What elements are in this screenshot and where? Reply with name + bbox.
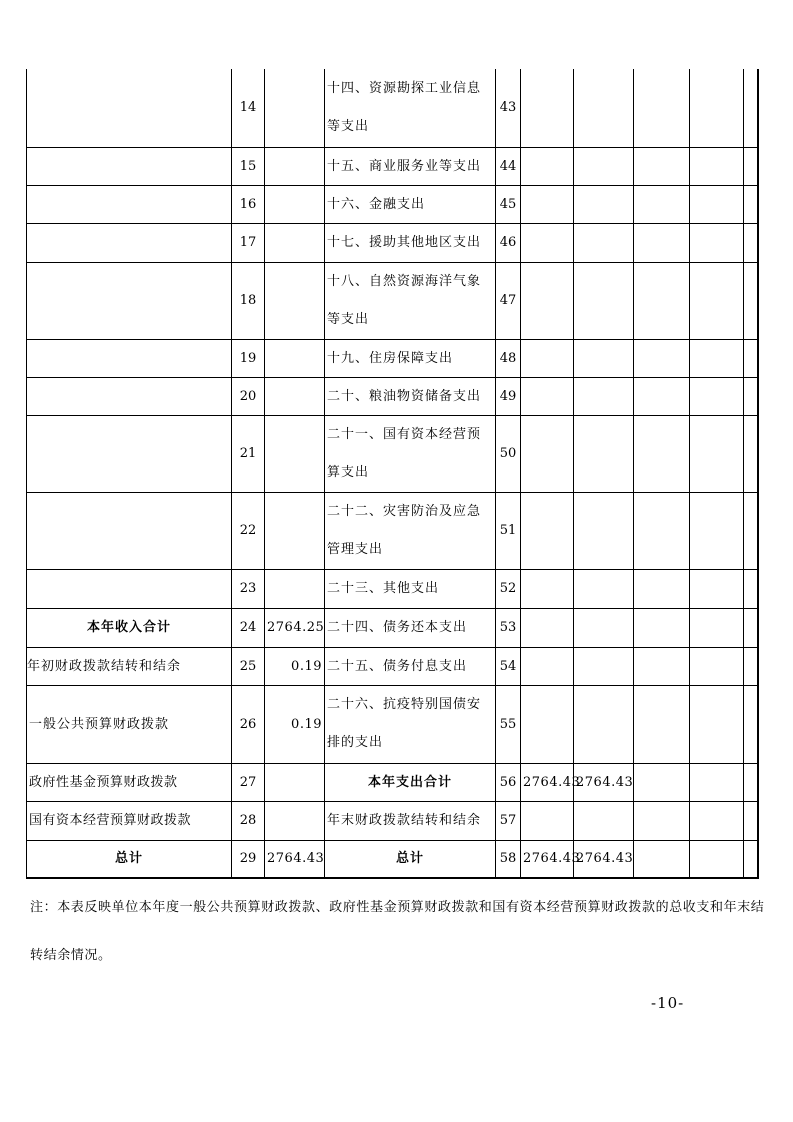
expense-fund-budget-cell — [634, 147, 690, 185]
expense-general-budget-cell — [574, 185, 634, 223]
expense-fund-budget-cell — [634, 415, 690, 492]
expense-line-no-cell: 58 — [496, 840, 521, 878]
expense-general-budget-cell: 2764.43 — [574, 763, 634, 801]
income-line-no-cell: 25 — [232, 647, 265, 685]
expense-total-cell — [521, 147, 574, 185]
income-line-no-cell: 17 — [232, 223, 265, 262]
expense-extra-cell — [744, 492, 758, 569]
income-line-no-cell: 20 — [232, 377, 265, 415]
expense-total-cell — [521, 262, 574, 339]
expense-line-no-cell: 43 — [496, 69, 521, 147]
expense-extra-cell — [744, 223, 758, 262]
income-line-no-cell: 27 — [232, 763, 265, 801]
income-item-cell: 政府性基金预算财政拨款 — [27, 763, 232, 801]
expense-line-no-cell: 49 — [496, 377, 521, 415]
expense-total-cell — [521, 339, 574, 377]
expense-item-cell: 二十一、国有资本经营预算支出 — [325, 415, 496, 492]
expense-line-no-cell: 48 — [496, 339, 521, 377]
income-amount-cell — [265, 763, 325, 801]
expense-general-budget-cell — [574, 69, 634, 147]
income-item-cell: 国有资本经营预算财政拨款 — [27, 801, 232, 840]
expense-line-no-cell: 55 — [496, 685, 521, 763]
income-amount-cell — [265, 147, 325, 185]
expense-general-budget-cell — [574, 569, 634, 608]
expense-line-no-cell: 53 — [496, 608, 521, 647]
expense-fund-budget-cell — [634, 608, 690, 647]
expense-line-no-cell: 56 — [496, 763, 521, 801]
expense-total-cell — [521, 185, 574, 223]
expense-total-cell — [521, 415, 574, 492]
expense-extra-cell — [744, 763, 758, 801]
table-row — [27, 685, 758, 763]
expense-extra-cell — [744, 569, 758, 608]
table-row — [27, 262, 758, 339]
income-item-cell — [27, 147, 232, 185]
expense-item-cell: 二十六、抗疫特别国债安排的支出 — [325, 685, 496, 763]
expense-general-budget-cell — [574, 223, 634, 262]
expense-general-budget-cell — [574, 801, 634, 840]
table-row — [27, 339, 758, 377]
expense-capital-budget-cell — [690, 223, 744, 262]
income-amount-cell — [265, 185, 325, 223]
expense-total-cell — [521, 569, 574, 608]
expense-fund-budget-cell — [634, 377, 690, 415]
income-amount-cell — [265, 377, 325, 415]
table-row — [27, 415, 758, 492]
expense-fund-budget-cell — [634, 647, 690, 685]
expense-item-cell: 十六、金融支出 — [325, 185, 496, 223]
income-item-cell — [27, 415, 232, 492]
expense-general-budget-cell — [574, 339, 634, 377]
expense-general-budget-cell — [574, 377, 634, 415]
expense-capital-budget-cell — [690, 685, 744, 763]
expense-capital-budget-cell — [690, 801, 744, 840]
expense-general-budget-cell: 2764.43 — [574, 840, 634, 878]
income-item-cell: 总计 — [27, 840, 232, 878]
table-footnote: 注：本表反映单位本年度一般公共预算财政拨款、政府性基金预算财政拨款和国有资本经营预算财政拨款的总收支和年末结转结余情况。 — [30, 900, 765, 963]
table-row — [27, 608, 758, 647]
expense-extra-cell — [744, 801, 758, 840]
expense-extra-cell — [744, 647, 758, 685]
expense-line-no-cell: 57 — [496, 801, 521, 840]
expense-extra-cell — [744, 415, 758, 492]
income-amount-cell — [265, 339, 325, 377]
expense-capital-budget-cell — [690, 763, 744, 801]
income-item-cell — [27, 223, 232, 262]
expense-capital-budget-cell — [690, 647, 744, 685]
expense-line-no-cell: 51 — [496, 492, 521, 569]
expense-fund-budget-cell — [634, 69, 690, 147]
expense-general-budget-cell — [574, 608, 634, 647]
expense-capital-budget-cell — [690, 339, 744, 377]
income-amount-cell: 0.19 — [265, 647, 325, 685]
expense-fund-budget-cell — [634, 492, 690, 569]
expense-item-cell: 二十、粮油物资储备支出 — [325, 377, 496, 415]
income-item-cell: 一般公共预算财政拨款 — [27, 685, 232, 763]
income-line-no-cell: 19 — [232, 339, 265, 377]
expense-total-cell — [521, 69, 574, 147]
expense-capital-budget-cell — [690, 415, 744, 492]
budget-table — [26, 69, 759, 879]
income-item-cell — [27, 569, 232, 608]
expense-item-cell: 十八、自然资源海洋气象等支出 — [325, 262, 496, 339]
income-amount-cell: 2764.43 — [265, 840, 325, 878]
expense-extra-cell — [744, 262, 758, 339]
expense-fund-budget-cell — [634, 763, 690, 801]
expense-fund-budget-cell — [634, 801, 690, 840]
table-row — [27, 185, 758, 223]
income-line-no-cell: 16 — [232, 185, 265, 223]
expense-item-cell: 本年支出合计 — [325, 763, 496, 801]
income-amount-cell — [265, 492, 325, 569]
income-item-cell — [27, 339, 232, 377]
expense-capital-budget-cell — [690, 185, 744, 223]
table-row — [27, 647, 758, 685]
expense-total-cell — [521, 801, 574, 840]
income-line-no-cell: 26 — [232, 685, 265, 763]
expense-capital-budget-cell — [690, 262, 744, 339]
income-item-cell — [27, 185, 232, 223]
expense-total-cell: 2764.43 — [521, 763, 574, 801]
expense-total-cell — [521, 608, 574, 647]
expense-general-budget-cell — [574, 647, 634, 685]
income-line-no-cell: 28 — [232, 801, 265, 840]
expense-line-no-cell: 44 — [496, 147, 521, 185]
expense-extra-cell — [744, 685, 758, 763]
expense-item-cell: 二十四、债务还本支出 — [325, 608, 496, 647]
expense-line-no-cell: 54 — [496, 647, 521, 685]
income-amount-cell: 0.19 — [265, 685, 325, 763]
table-row — [27, 801, 758, 840]
expense-fund-budget-cell — [634, 685, 690, 763]
expense-total-cell: 2764.43 — [521, 840, 574, 878]
income-item-cell — [27, 377, 232, 415]
income-amount-cell — [265, 262, 325, 339]
income-item-cell — [27, 69, 232, 147]
expense-capital-budget-cell — [690, 569, 744, 608]
expense-capital-budget-cell — [690, 608, 744, 647]
expense-fund-budget-cell — [634, 185, 690, 223]
table-row — [27, 69, 758, 147]
expense-extra-cell — [744, 69, 758, 147]
expense-fund-budget-cell — [634, 262, 690, 339]
income-line-no-cell: 14 — [232, 69, 265, 147]
expense-item-cell: 二十二、灾害防治及应急管理支出 — [325, 492, 496, 569]
expense-total-cell — [521, 647, 574, 685]
expense-general-budget-cell — [574, 262, 634, 339]
income-amount-cell — [265, 69, 325, 147]
income-line-no-cell: 23 — [232, 569, 265, 608]
expense-item-cell: 十九、住房保障支出 — [325, 339, 496, 377]
income-amount-cell: 2764.25 — [265, 608, 325, 647]
expense-extra-cell — [744, 147, 758, 185]
expense-general-budget-cell — [574, 492, 634, 569]
income-line-no-cell: 29 — [232, 840, 265, 878]
income-item-cell: 年初财政拨款结转和结余 — [27, 647, 232, 685]
table-row — [27, 840, 758, 878]
income-line-no-cell: 24 — [232, 608, 265, 647]
expense-general-budget-cell — [574, 415, 634, 492]
table-row — [27, 763, 758, 801]
expense-item-cell: 十五、商业服务业等支出 — [325, 147, 496, 185]
expense-fund-budget-cell — [634, 569, 690, 608]
expense-item-cell: 十七、援助其他地区支出 — [325, 223, 496, 262]
table-body — [27, 69, 758, 878]
expense-total-cell — [521, 685, 574, 763]
expense-fund-budget-cell — [634, 840, 690, 878]
expense-item-cell: 年末财政拨款结转和结余 — [325, 801, 496, 840]
expense-capital-budget-cell — [690, 147, 744, 185]
income-amount-cell — [265, 415, 325, 492]
income-line-no-cell: 22 — [232, 492, 265, 569]
expense-extra-cell — [744, 185, 758, 223]
expense-capital-budget-cell — [690, 840, 744, 878]
expense-fund-budget-cell — [634, 339, 690, 377]
expense-item-cell: 二十五、债务付息支出 — [325, 647, 496, 685]
expense-total-cell — [521, 377, 574, 415]
page-number: -10- — [651, 994, 685, 1012]
income-line-no-cell: 21 — [232, 415, 265, 492]
income-line-no-cell: 18 — [232, 262, 265, 339]
table-row — [27, 569, 758, 608]
expense-line-no-cell: 45 — [496, 185, 521, 223]
expense-line-no-cell: 52 — [496, 569, 521, 608]
expense-general-budget-cell — [574, 147, 634, 185]
expense-extra-cell — [744, 608, 758, 647]
expense-line-no-cell: 50 — [496, 415, 521, 492]
income-item-cell: 本年收入合计 — [27, 608, 232, 647]
expense-extra-cell — [744, 377, 758, 415]
expense-capital-budget-cell — [690, 377, 744, 415]
expense-capital-budget-cell — [690, 492, 744, 569]
income-item-cell — [27, 492, 232, 569]
income-item-cell — [27, 262, 232, 339]
table-row — [27, 223, 758, 262]
expense-line-no-cell: 47 — [496, 262, 521, 339]
expense-item-cell: 二十三、其他支出 — [325, 569, 496, 608]
income-amount-cell — [265, 801, 325, 840]
expense-general-budget-cell — [574, 685, 634, 763]
table-row — [27, 492, 758, 569]
income-amount-cell — [265, 223, 325, 262]
expense-extra-cell — [744, 840, 758, 878]
expense-total-cell — [521, 492, 574, 569]
income-amount-cell — [265, 569, 325, 608]
expense-fund-budget-cell — [634, 223, 690, 262]
expense-item-cell: 十四、资源勘探工业信息等支出 — [325, 69, 496, 147]
income-line-no-cell: 15 — [232, 147, 265, 185]
table-row — [27, 377, 758, 415]
expense-line-no-cell: 46 — [496, 223, 521, 262]
expense-item-cell: 总计 — [325, 840, 496, 878]
expense-extra-cell — [744, 339, 758, 377]
table-row — [27, 147, 758, 185]
expense-total-cell — [521, 223, 574, 262]
expense-capital-budget-cell — [690, 69, 744, 147]
